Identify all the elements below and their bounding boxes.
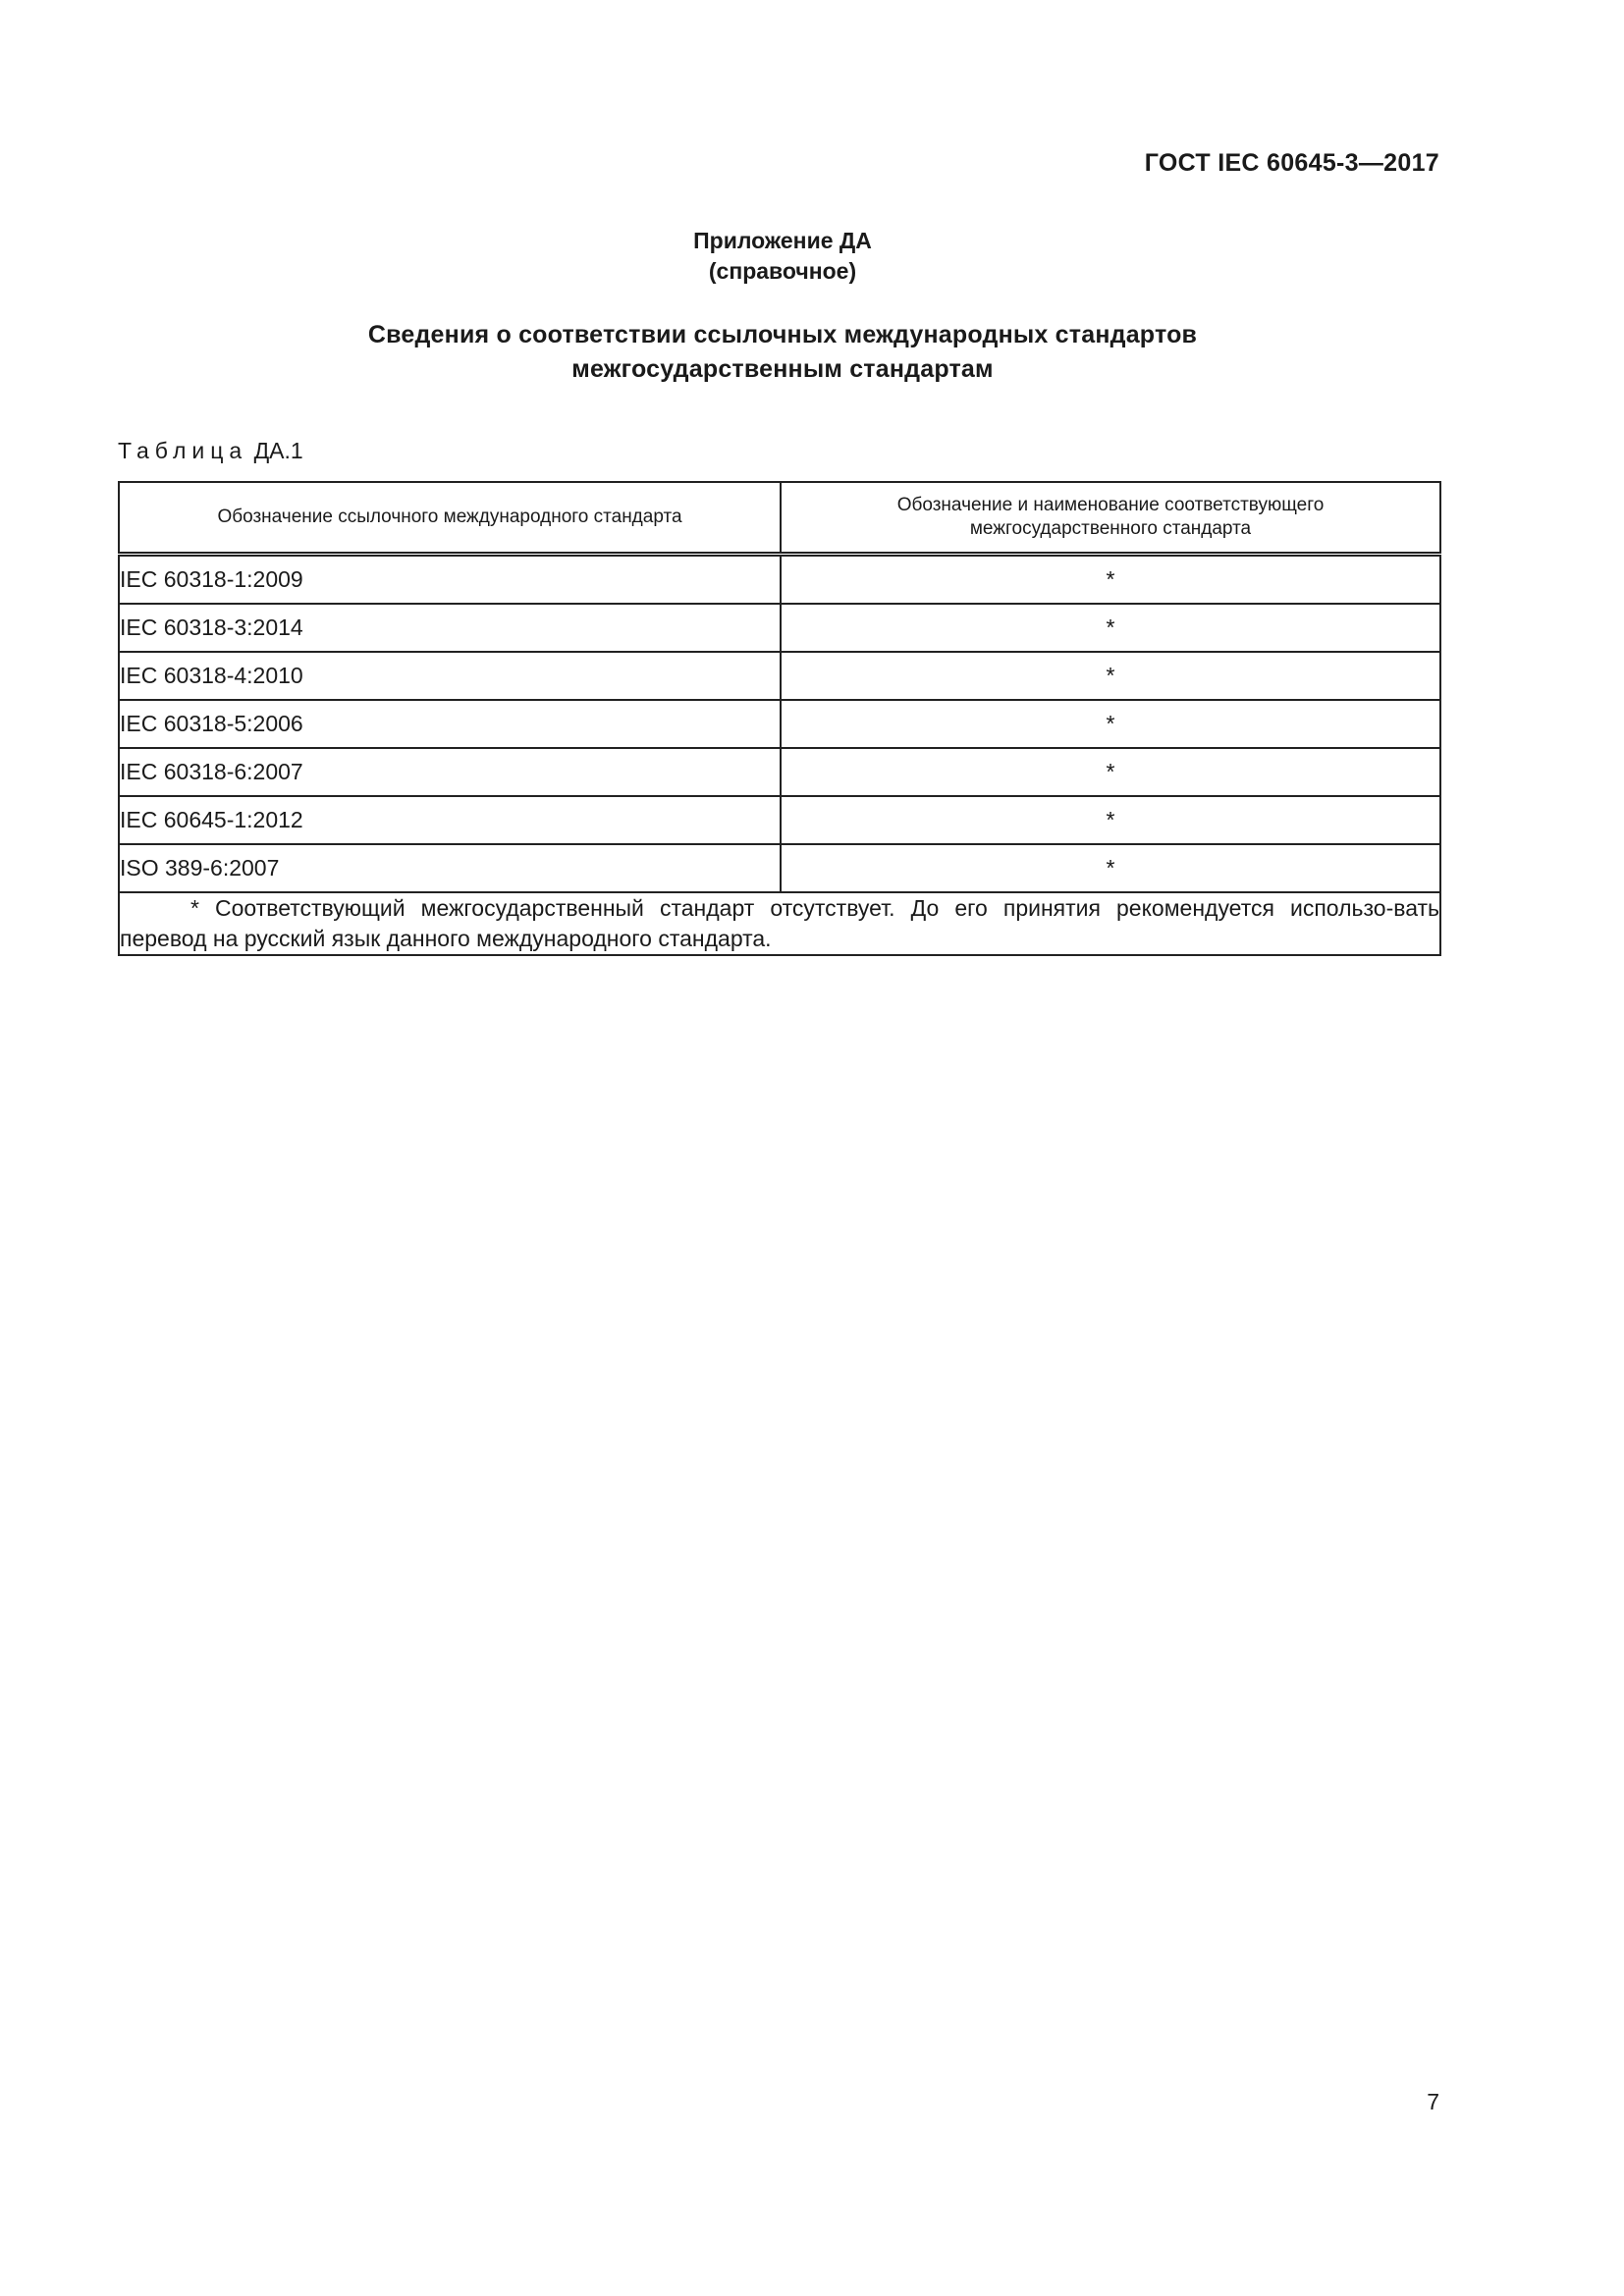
page-number: 7 <box>1427 2089 1439 2114</box>
annex-heading <box>0 226 1565 287</box>
header-intl-standard: Обозначение ссылочного международного стандарта <box>119 482 781 555</box>
table-row <box>119 796 1440 844</box>
table-row <box>119 748 1440 796</box>
heading-line-2: межгосударственным стандартам <box>571 355 994 383</box>
intl-standard-cell: IEC 60318-5:2006 <box>119 700 781 748</box>
intl-standard-cell: IEC 60318-3:2014 <box>119 604 781 652</box>
national-standard-cell: * <box>781 700 1440 748</box>
national-standard-cell: * <box>781 844 1440 892</box>
intl-standard-cell: ISO 389-6:2007 <box>119 844 781 892</box>
table-row <box>119 652 1440 700</box>
national-standard-cell: * <box>781 652 1440 700</box>
header-national-line-2: межгосударственного стандарта <box>969 518 1252 539</box>
table-body <box>119 555 1440 956</box>
national-standard-cell: * <box>781 604 1440 652</box>
table-footnote: * Соответствующий межгосударственный стандарт отсутствует. До его принятия рекомендуется использо-вать перевод на русский язык данного международного стандарта. <box>120 895 1439 951</box>
table-footnote-cell <box>119 892 1440 955</box>
table-caption <box>118 438 303 464</box>
national-standard-cell: * <box>781 555 1440 605</box>
table-row <box>119 555 1440 605</box>
table-header-row <box>119 482 1440 555</box>
standards-correspondence-table <box>118 481 1441 956</box>
national-standard-cell: * <box>781 796 1440 844</box>
intl-standard-cell: IEC 60318-4:2010 <box>119 652 781 700</box>
header-national-standard <box>781 482 1440 555</box>
annex-subtitle: (справочное) <box>708 258 857 284</box>
table-row <box>119 700 1440 748</box>
annex-title: Приложение ДА <box>693 228 872 253</box>
national-standard-cell: * <box>781 748 1440 796</box>
table-footnote-row <box>119 892 1440 955</box>
table-row <box>119 844 1440 892</box>
table-caption-number: ДА.1 <box>253 438 303 463</box>
intl-standard-cell: IEC 60318-6:2007 <box>119 748 781 796</box>
heading-line-1: Сведения о соответствии ссылочных международных стандартов <box>367 321 1198 348</box>
intl-standard-cell: IEC 60645-1:2012 <box>119 796 781 844</box>
document-code: ГОСТ IEC 60645-3—2017 <box>1144 149 1439 177</box>
header-national-line-1: Обозначение и наименование соответствующего <box>896 495 1325 515</box>
intl-standard-cell: IEC 60318-1:2009 <box>119 555 781 605</box>
annex-section-heading <box>0 318 1565 387</box>
table-row <box>119 604 1440 652</box>
table-caption-label: Таблица <box>118 438 248 463</box>
